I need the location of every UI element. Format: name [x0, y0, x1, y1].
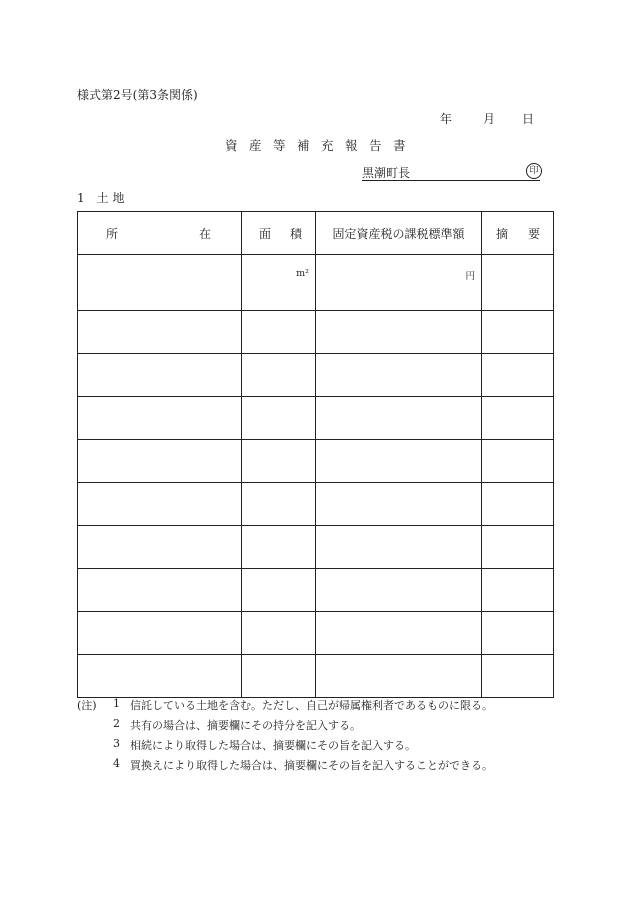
note-number: 3: [113, 737, 120, 750]
header-tax-base: 固定資産税の課税標準額: [316, 212, 482, 255]
cell-location[interactable]: [78, 311, 242, 354]
header-remarks: 摘 要: [482, 212, 554, 255]
table-row: [78, 397, 554, 440]
note-number: 1: [113, 697, 120, 710]
cell-area[interactable]: [242, 483, 316, 526]
table-row: [78, 655, 554, 698]
cell-tax-base[interactable]: [316, 612, 482, 655]
cell-tax-base[interactable]: [316, 569, 482, 612]
cell-tax-base[interactable]: [316, 440, 482, 483]
cell-area[interactable]: [242, 354, 316, 397]
cell-remarks[interactable]: [482, 612, 554, 655]
cell-remarks[interactable]: [482, 354, 554, 397]
table-row: [78, 354, 554, 397]
cell-remarks[interactable]: [482, 655, 554, 698]
cell-location[interactable]: [78, 569, 242, 612]
date-line: [440, 110, 534, 127]
table-row: [78, 526, 554, 569]
cell-tax-base[interactable]: [316, 655, 482, 698]
addressee-name: 黒潮町長: [362, 166, 411, 180]
cell-area[interactable]: [242, 655, 316, 698]
document-title: 資産等補充報告書: [225, 138, 418, 153]
note-text: 共有の場合は、摘要欄にその持分を記入する。: [130, 719, 361, 732]
cell-area[interactable]: [242, 311, 316, 354]
table-row: [78, 440, 554, 483]
cell-location[interactable]: [78, 440, 242, 483]
cell-remarks[interactable]: [482, 526, 554, 569]
table-row: [78, 569, 554, 612]
cell-remarks[interactable]: [482, 311, 554, 354]
land-table: [77, 211, 554, 698]
note-text: 信託している土地を含む。ただし、自己が帰属権利者であるものに限る。: [130, 699, 493, 712]
cell-location[interactable]: [78, 655, 242, 698]
addressee: [362, 164, 540, 181]
cell-area[interactable]: [242, 440, 316, 483]
cell-location[interactable]: [78, 612, 242, 655]
seal-mark: 印: [526, 163, 542, 179]
cell-tax-base[interactable]: [316, 397, 482, 440]
form-number: 様式第2号(第3条関係): [77, 88, 198, 102]
cell-location[interactable]: [78, 255, 242, 311]
header-location: 所 在: [78, 212, 242, 255]
cell-area[interactable]: [242, 612, 316, 655]
note-number: 4: [113, 757, 120, 770]
cell-area[interactable]: [242, 526, 316, 569]
cell-area[interactable]: [242, 569, 316, 612]
table-header-row: [78, 212, 554, 255]
cell-tax-base[interactable]: [316, 354, 482, 397]
header-area: 面 積: [242, 212, 316, 255]
section-label: 土 地: [96, 191, 125, 205]
section-heading: [77, 189, 124, 206]
cell-location[interactable]: [78, 483, 242, 526]
table-row: [78, 483, 554, 526]
table-row: [78, 255, 554, 311]
cell-remarks[interactable]: [482, 569, 554, 612]
cell-remarks[interactable]: [482, 440, 554, 483]
table-row: [78, 612, 554, 655]
section-number: 1: [77, 191, 85, 205]
notes: [77, 697, 577, 777]
cell-remarks[interactable]: [482, 255, 554, 311]
cell-tax-base[interactable]: [316, 483, 482, 526]
cell-tax-base-unit[interactable]: 円: [316, 255, 482, 311]
date-month: 月: [483, 112, 496, 126]
cell-area[interactable]: [242, 397, 316, 440]
cell-location[interactable]: [78, 354, 242, 397]
note-number: 2: [113, 717, 120, 730]
date-day: 日: [522, 112, 535, 126]
cell-remarks[interactable]: [482, 483, 554, 526]
date-year: 年: [440, 112, 453, 126]
note-text: 相続により取得した場合は、摘要欄にその旨を記入する。: [130, 739, 416, 752]
notes-mark: (注): [77, 699, 97, 712]
note-text: 買換えにより取得した場合は、摘要欄にその旨を記入することができる。: [130, 759, 493, 772]
table-row: [78, 311, 554, 354]
cell-location[interactable]: [78, 526, 242, 569]
cell-tax-base[interactable]: [316, 311, 482, 354]
cell-tax-base[interactable]: [316, 526, 482, 569]
cell-location[interactable]: [78, 397, 242, 440]
cell-area-unit[interactable]: m²: [242, 255, 316, 311]
cell-remarks[interactable]: [482, 397, 554, 440]
